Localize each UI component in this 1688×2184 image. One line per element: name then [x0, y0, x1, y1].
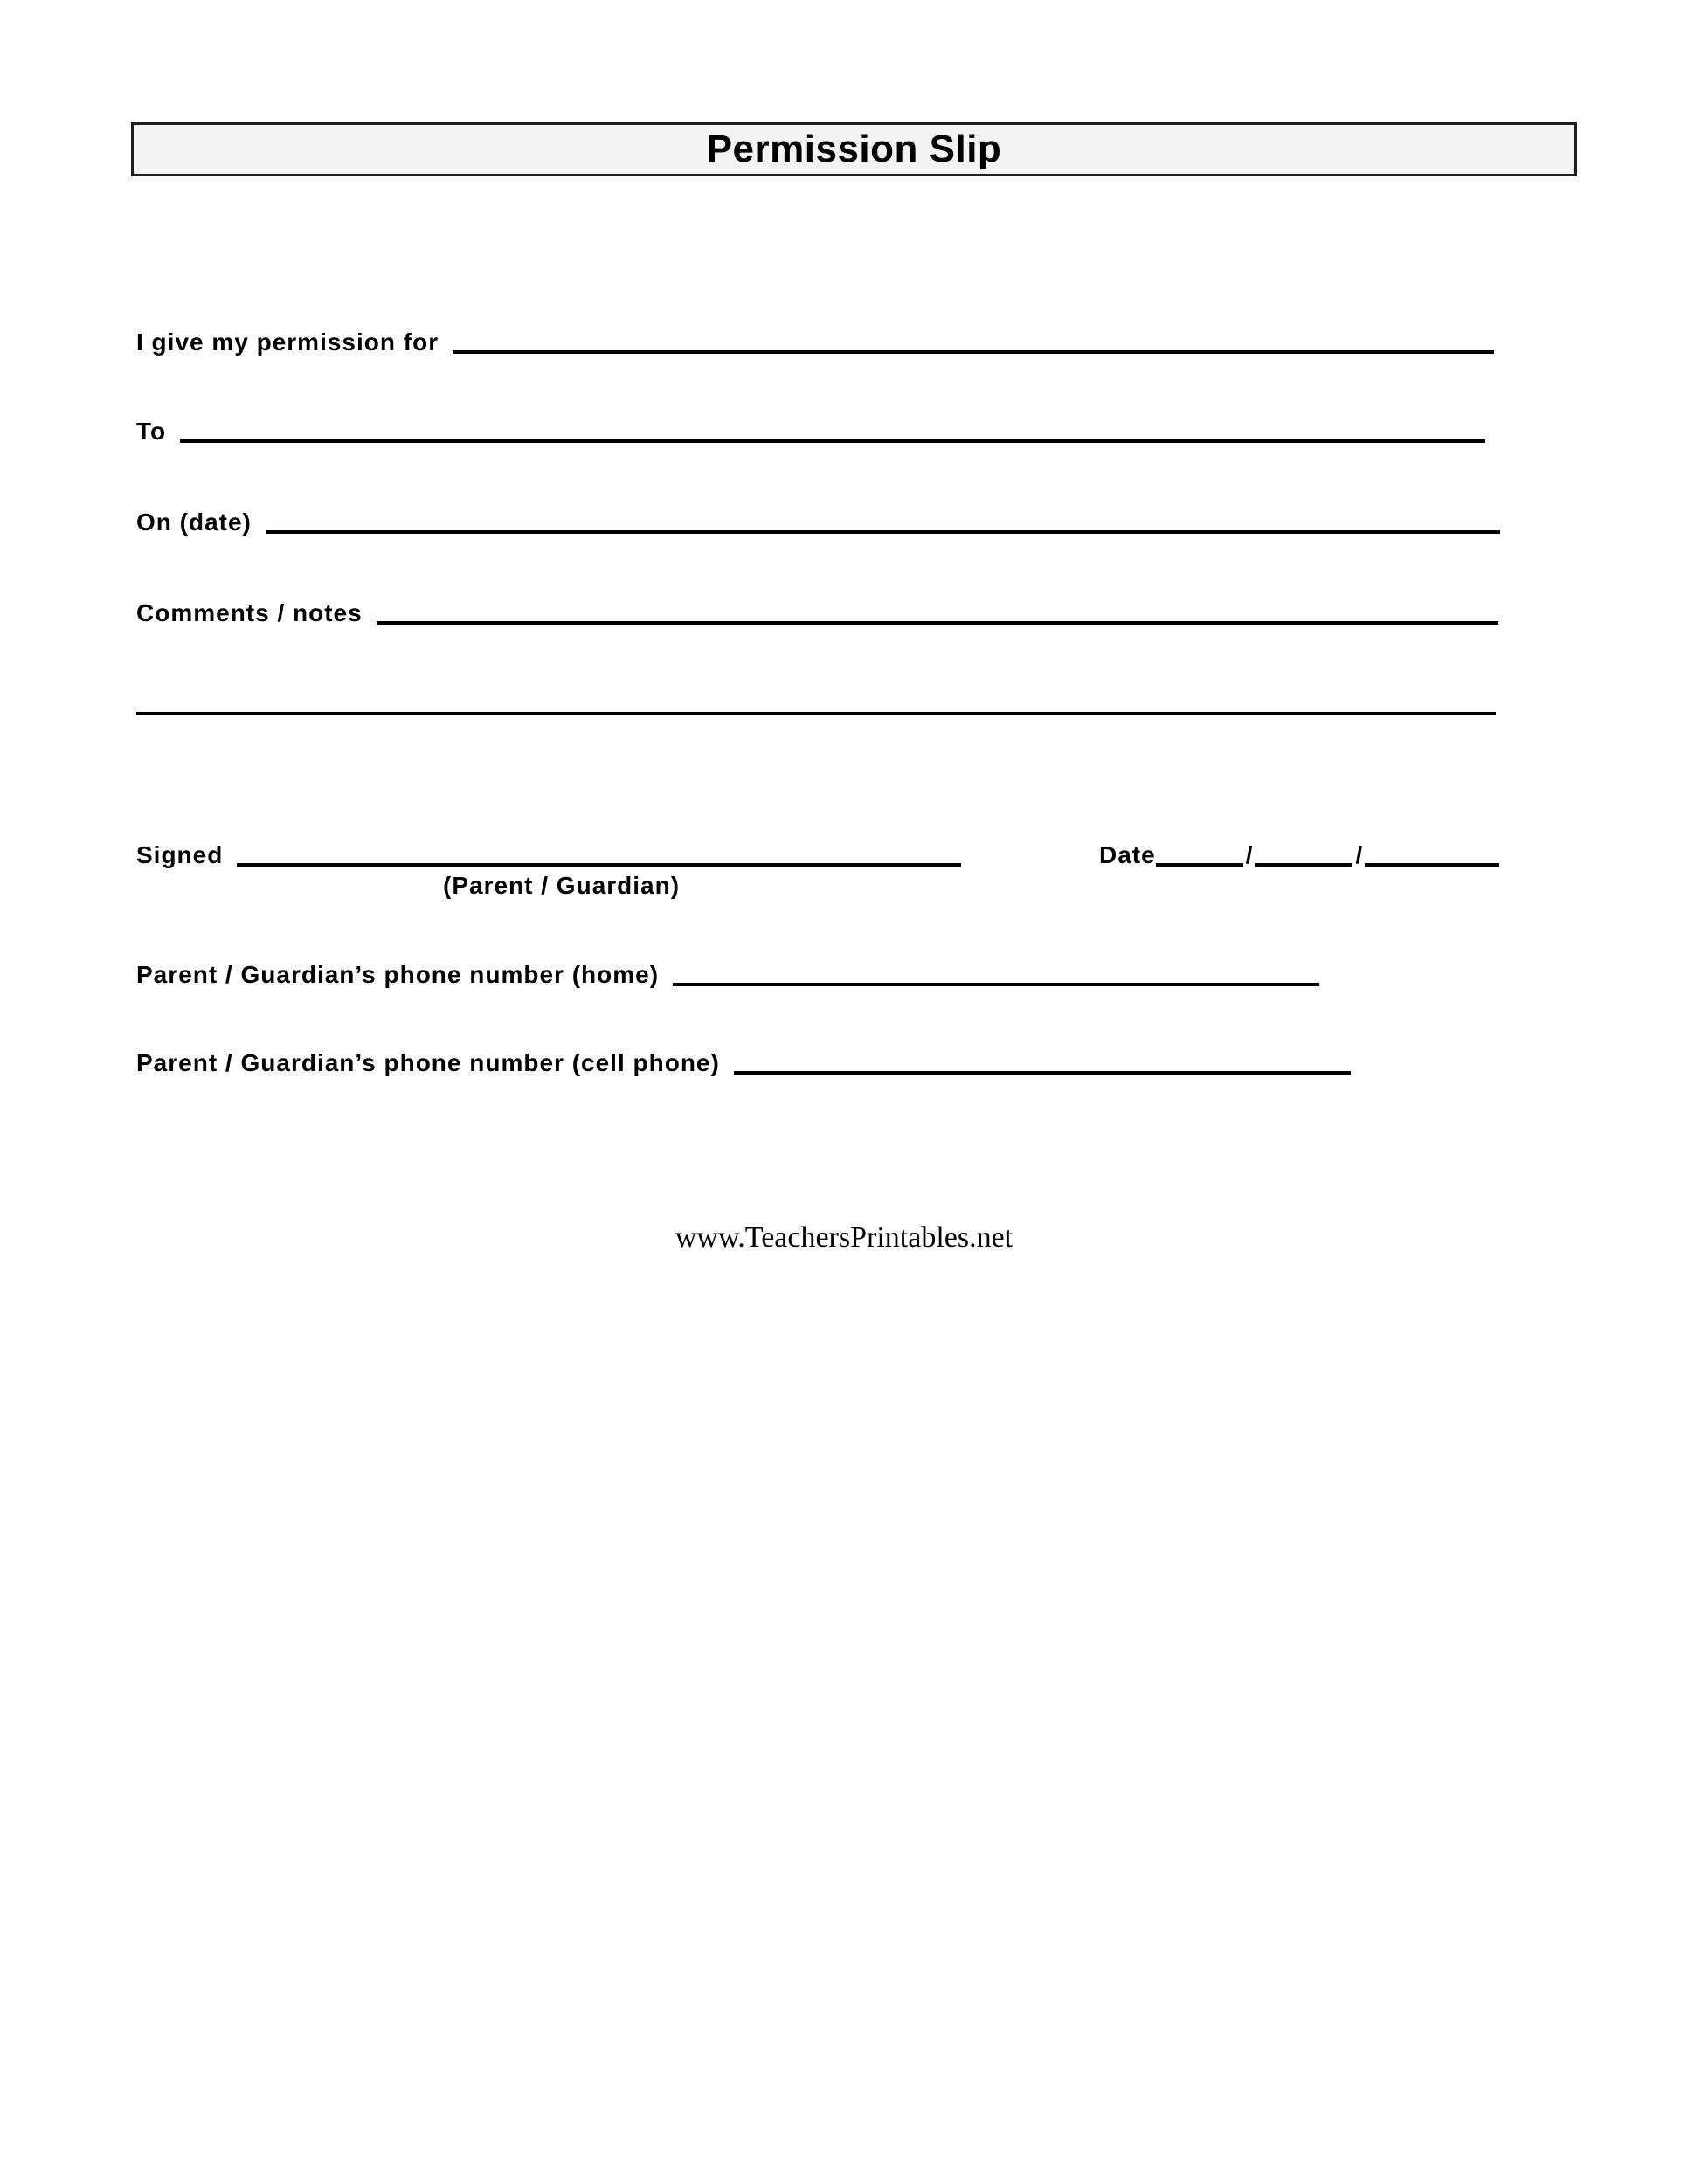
permission-for-blank-line: [453, 350, 1494, 354]
field-row-date: [1099, 827, 1499, 867]
date-day-blank-line: [1255, 863, 1352, 867]
date-month-blank-line: [1156, 863, 1243, 867]
permission-for-label: I give my permission for: [136, 328, 439, 356]
on-date-blank-line: [266, 530, 1500, 534]
field-row-phone-home: [136, 947, 1319, 987]
date-separator-2: /: [1355, 841, 1363, 868]
comments-blank-line: [377, 621, 1498, 625]
phone-home-blank-line: [673, 983, 1319, 986]
signed-label: Signed: [136, 841, 224, 868]
date-label: Date: [1099, 841, 1156, 868]
footer-website: www.TeachersPrintables.net: [675, 1221, 1013, 1254]
form-title: Permission Slip: [706, 128, 1002, 170]
field-row-signed: [136, 827, 961, 867]
form-title-bar: [131, 122, 1577, 176]
comments-blank-line-2: [136, 712, 1496, 715]
field-row-on-date: [136, 494, 1500, 535]
field-row-permission-for: [136, 314, 1494, 355]
to-label: To: [136, 418, 167, 445]
date-separator-1: /: [1245, 841, 1253, 868]
signed-caption: (Parent / Guardian): [443, 872, 681, 899]
field-row-comments-continued: [136, 676, 1496, 716]
field-row-to: [136, 404, 1485, 444]
phone-cell-blank-line: [734, 1071, 1351, 1075]
field-row-comments: [136, 585, 1498, 625]
phone-home-label: Parent / Guardian’s phone number (home): [136, 961, 660, 988]
to-blank-line: [180, 439, 1485, 443]
field-row-phone-cell: [136, 1035, 1351, 1075]
signature-blank-line: [237, 863, 961, 867]
comments-label: Comments / notes: [136, 599, 363, 626]
phone-cell-label: Parent / Guardian’s phone number (cell phone): [136, 1049, 720, 1076]
on-date-label: On (date): [136, 508, 252, 536]
date-year-blank-line: [1365, 863, 1499, 867]
